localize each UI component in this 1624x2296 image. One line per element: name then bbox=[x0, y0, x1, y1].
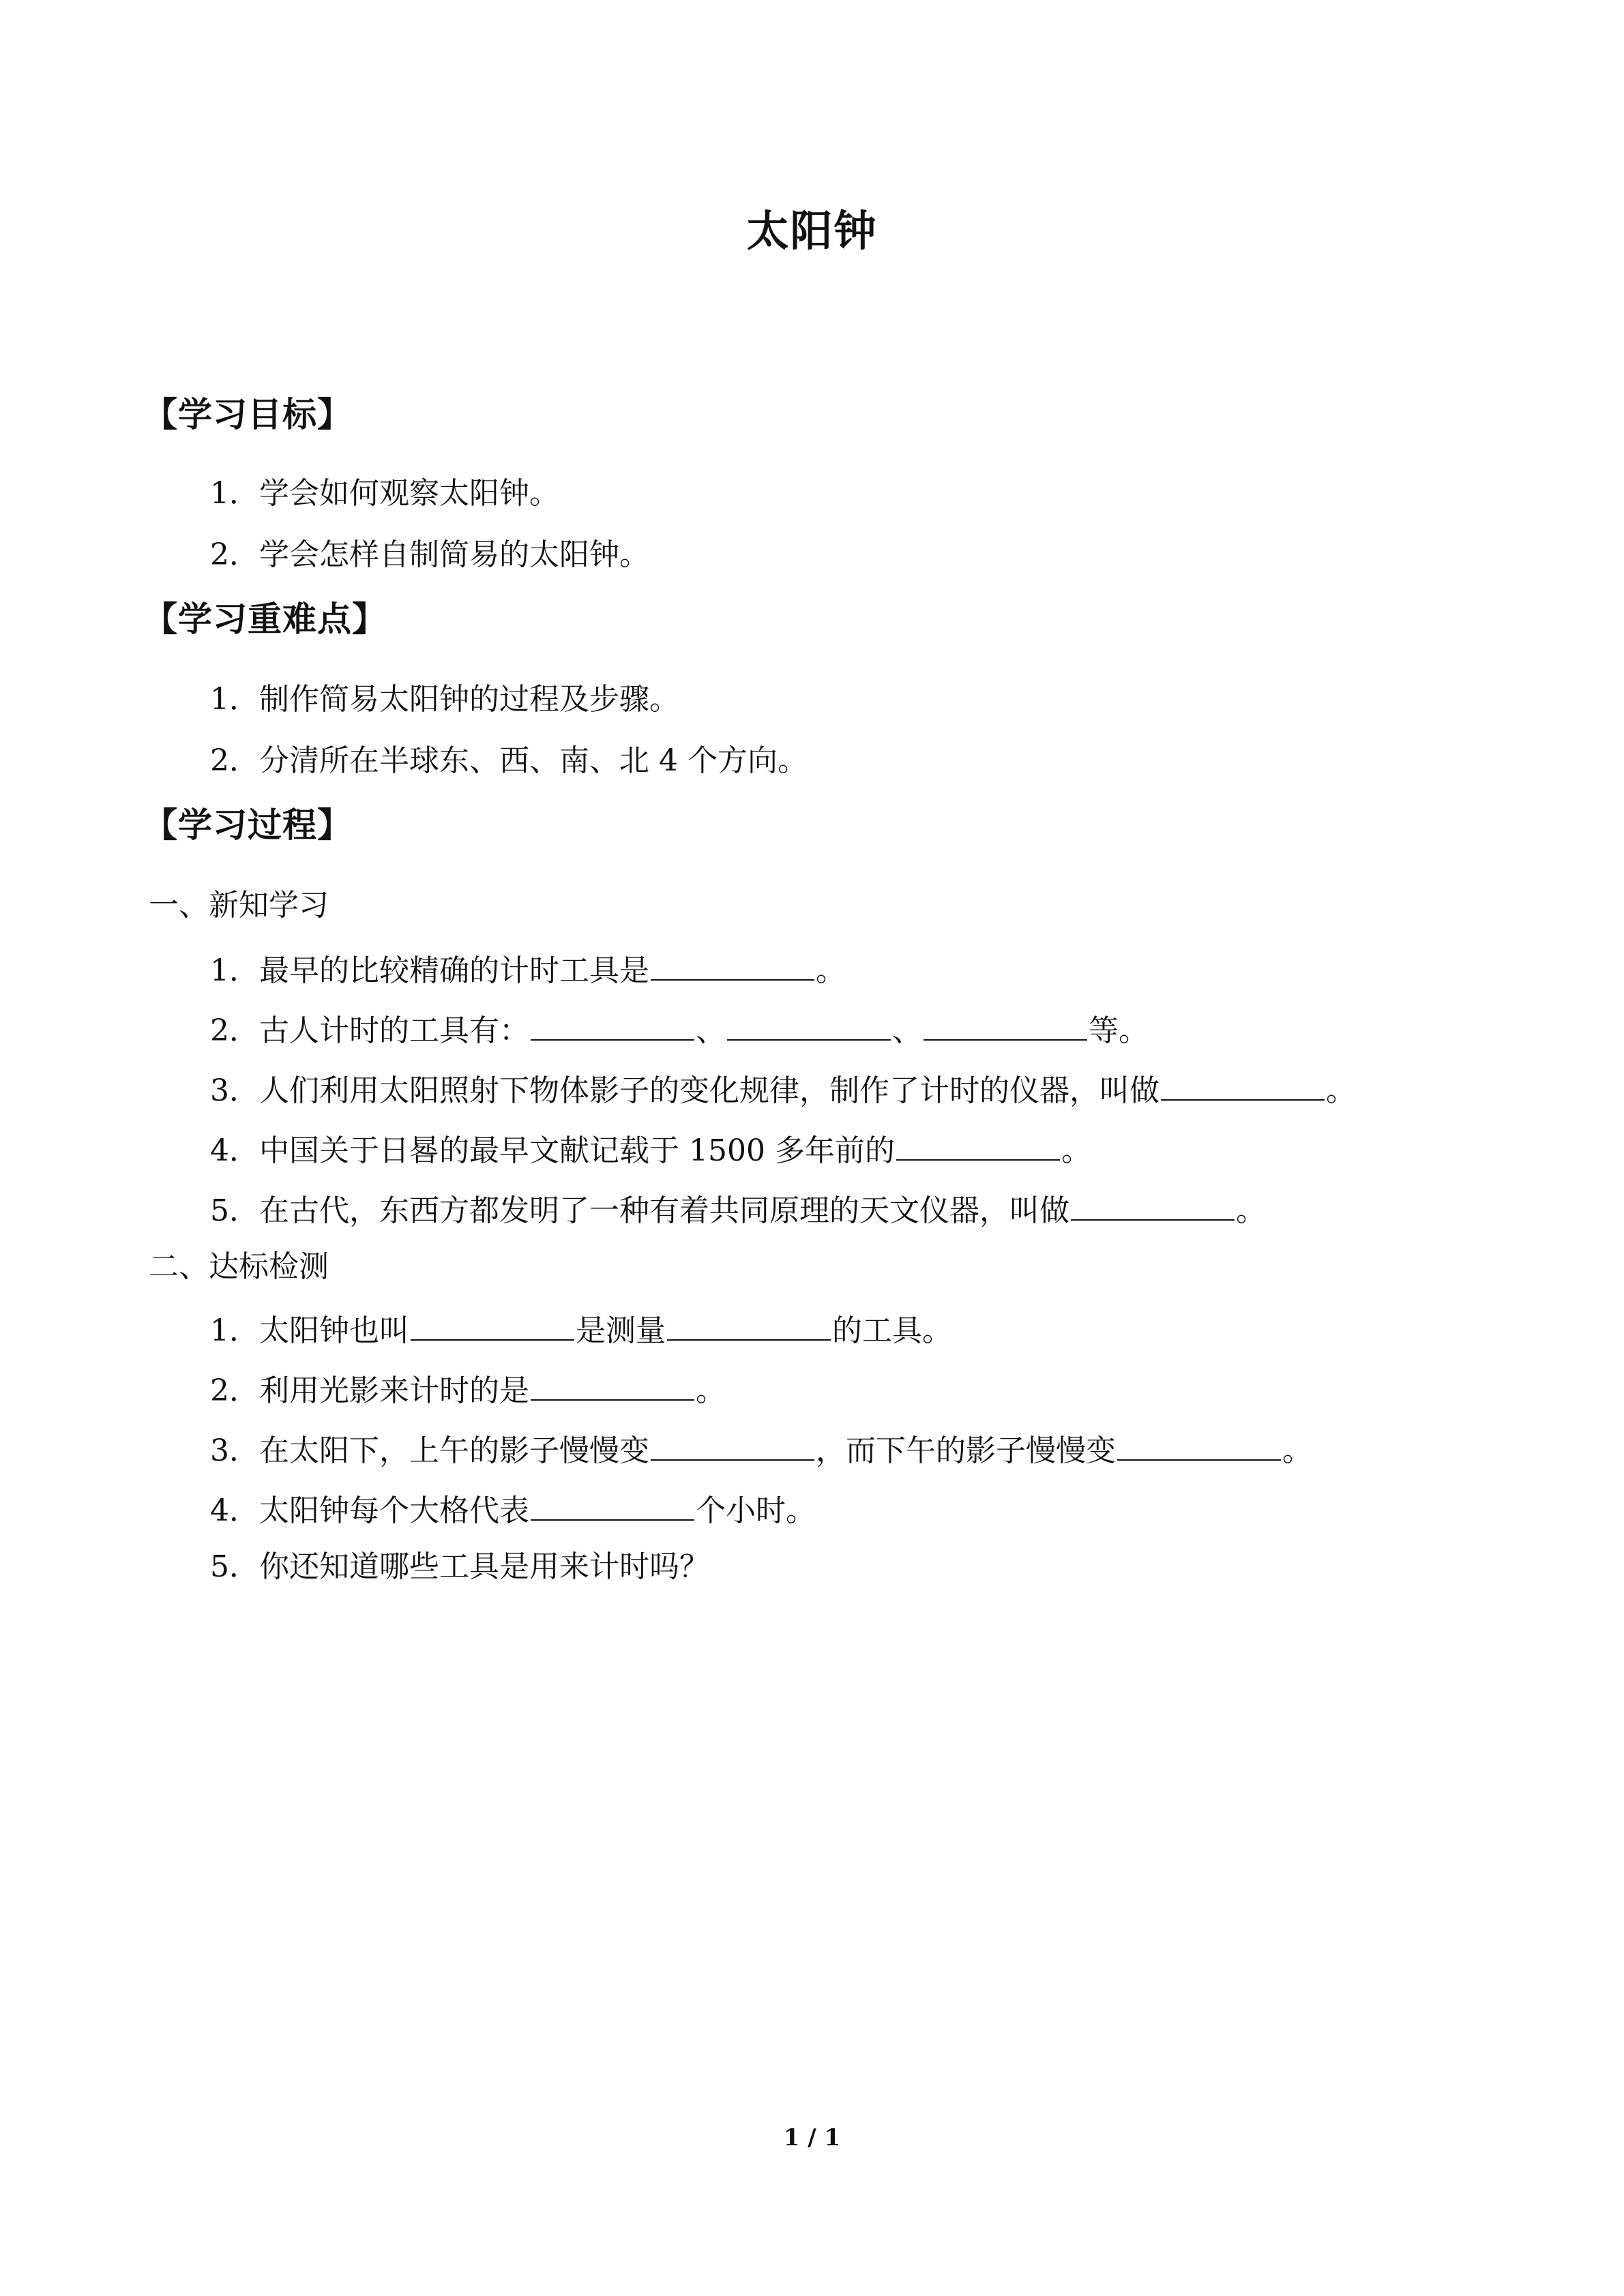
question-text: 。 bbox=[696, 1373, 726, 1408]
answer-blank[interactable] bbox=[531, 1369, 694, 1401]
page-number: 1 / 1 bbox=[783, 2124, 841, 2151]
question-text: 1．最早的比较精确的计时工具是 bbox=[210, 953, 649, 988]
question-text: 5．在古代，东西方都发明了一种有着共同原理的天文仪器，叫做 bbox=[210, 1193, 1069, 1228]
answer-blank[interactable] bbox=[531, 1009, 694, 1041]
question-text: 。 bbox=[1061, 1133, 1091, 1168]
part1-question-3 bbox=[210, 1069, 1356, 1109]
part2-question-2 bbox=[210, 1369, 726, 1410]
heading-process: 【学习过程】 bbox=[143, 805, 352, 845]
question-text: 等。 bbox=[1089, 1013, 1149, 1048]
question-text: 3．在太阳下，上午的影子慢慢变 bbox=[210, 1433, 649, 1468]
part1-label: 一、新知学习 bbox=[149, 888, 329, 923]
answer-blank[interactable] bbox=[1161, 1069, 1325, 1101]
question-text: 。 bbox=[1282, 1433, 1312, 1468]
question-text: 1．太阳钟也叫 bbox=[210, 1313, 409, 1348]
question-text: 3．人们利用太阳照射下物体影子的变化规律，制作了计时的仪器，叫做 bbox=[210, 1073, 1160, 1108]
question-text: 4．中国关于日晷的最早文献记载于 1500 多年前的 bbox=[210, 1133, 895, 1168]
part2-question-3 bbox=[210, 1429, 1312, 1470]
question-text: 4．太阳钟每个大格代表 bbox=[210, 1493, 529, 1528]
question-text: 。 bbox=[816, 953, 846, 988]
part2-question-5 bbox=[210, 1549, 709, 1585]
answer-blank[interactable] bbox=[896, 1129, 1060, 1161]
part2-question-1 bbox=[210, 1309, 952, 1350]
objective-item-2: 2．学会怎样自制简易的太阳钟。 bbox=[210, 537, 649, 572]
answer-blank[interactable] bbox=[1117, 1429, 1281, 1461]
question-text: 。 bbox=[1236, 1193, 1266, 1228]
question-text: 的工具。 bbox=[832, 1313, 952, 1348]
answer-blank[interactable] bbox=[1071, 1189, 1235, 1221]
answer-blank[interactable] bbox=[531, 1489, 694, 1521]
answer-blank[interactable] bbox=[924, 1009, 1087, 1041]
heading-objectives: 【学习目标】 bbox=[143, 395, 352, 434]
answer-blank[interactable] bbox=[651, 949, 814, 981]
objective-item-1: 1．学会如何观察太阳钟。 bbox=[210, 476, 559, 511]
part2-question-4 bbox=[210, 1489, 816, 1530]
part1-question-4 bbox=[210, 1129, 1091, 1169]
question-text: 是测量 bbox=[576, 1313, 666, 1348]
key-point-item-1: 1．制作简易太阳钟的过程及步骤。 bbox=[210, 682, 679, 717]
question-text: ，而下午的影子慢慢变 bbox=[816, 1433, 1116, 1468]
heading-key-points: 【学习重难点】 bbox=[143, 599, 387, 639]
answer-blank[interactable] bbox=[651, 1429, 814, 1461]
question-text: 个小时。 bbox=[696, 1493, 816, 1528]
separator-text: 、 bbox=[892, 1013, 922, 1048]
answer-blank[interactable] bbox=[667, 1309, 831, 1341]
key-point-item-2: 2．分清所在半球东、西、南、北 4 个方向。 bbox=[210, 743, 808, 778]
separator-text: 、 bbox=[696, 1013, 726, 1048]
answer-blank[interactable] bbox=[727, 1009, 891, 1041]
part1-question-2 bbox=[210, 1009, 1149, 1049]
page-title: 太阳钟 bbox=[746, 206, 878, 256]
part1-question-5 bbox=[210, 1189, 1266, 1229]
question-text: 。 bbox=[1326, 1073, 1356, 1108]
part1-question-1 bbox=[210, 949, 846, 989]
part2-label: 二、达标检测 bbox=[149, 1249, 329, 1284]
answer-blank[interactable] bbox=[411, 1309, 574, 1341]
question-text: 2．古人计时的工具有： bbox=[210, 1013, 529, 1048]
question-text: 2．利用光影来计时的是 bbox=[210, 1373, 529, 1408]
question-text: 5．你还知道哪些工具是用来计时吗？ bbox=[210, 1549, 709, 1584]
